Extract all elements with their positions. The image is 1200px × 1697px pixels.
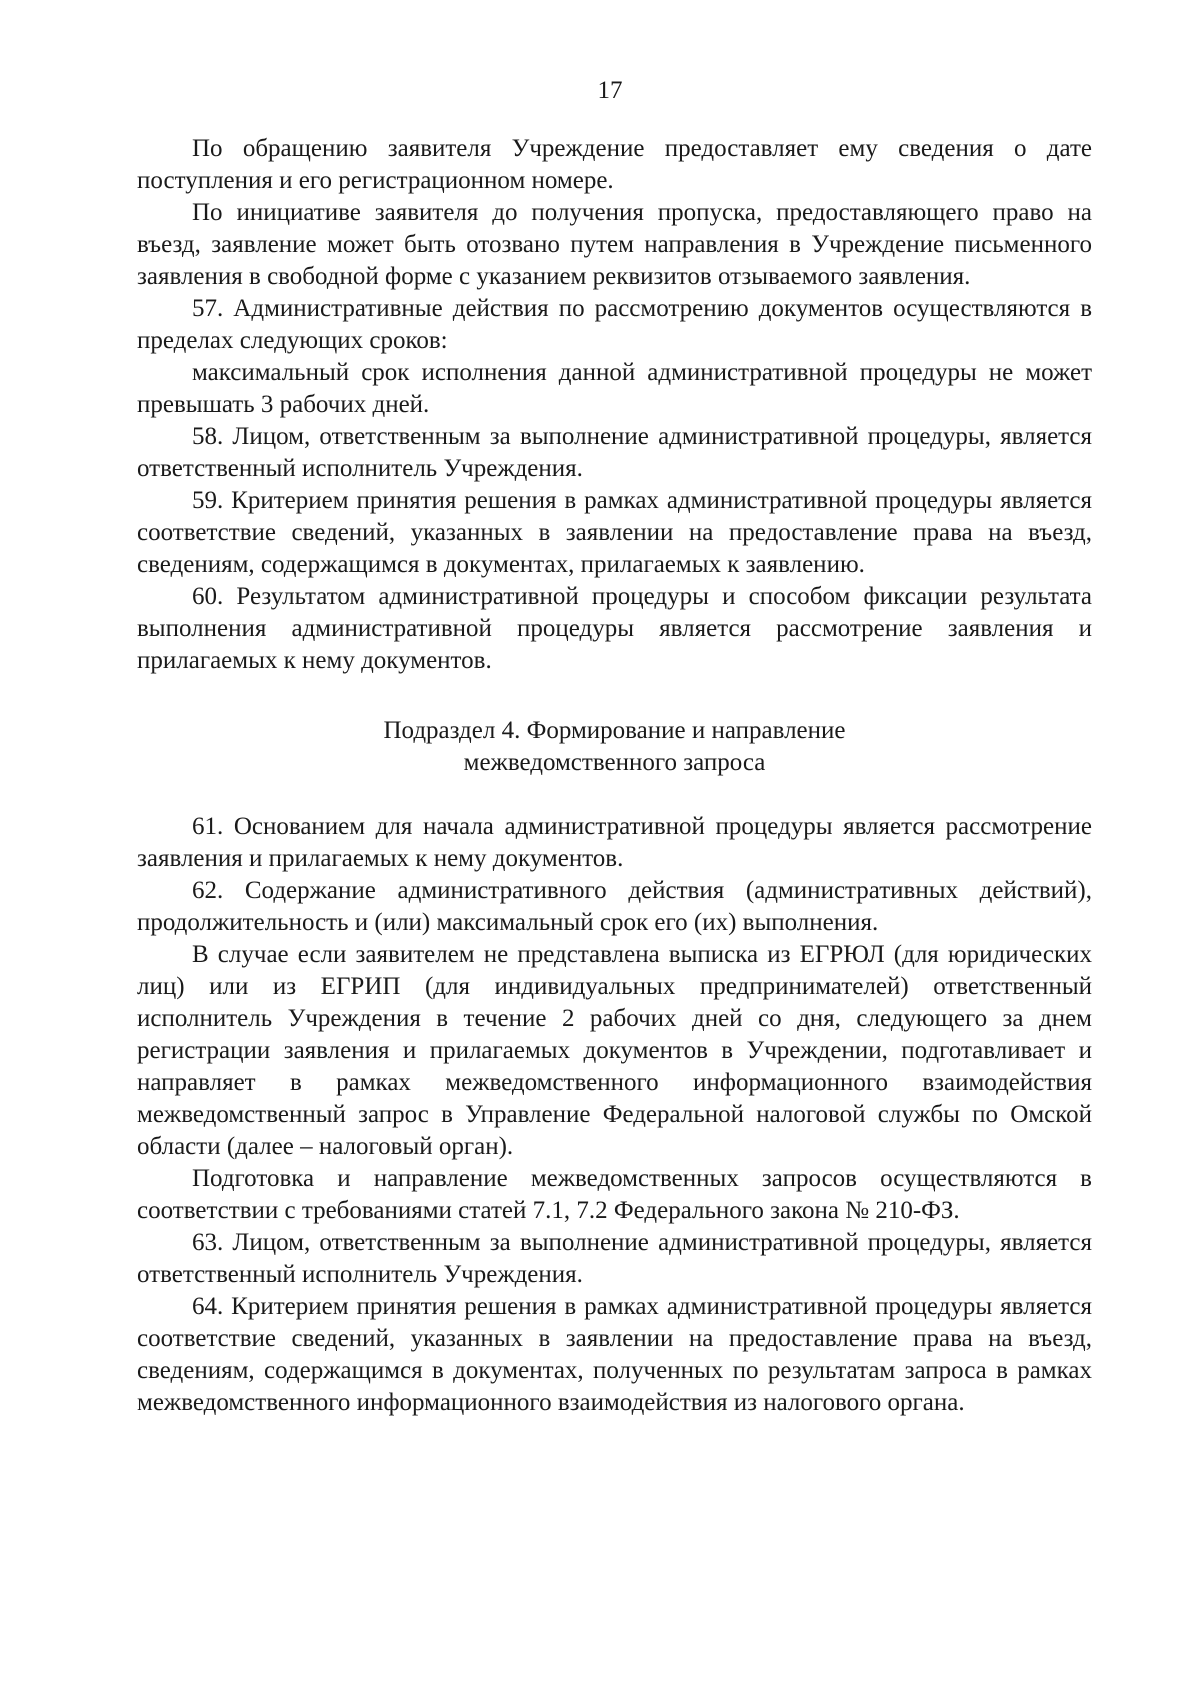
paragraph-63: 63. Лицом, ответственным за выполнение административной процедуры, является ответственный исполнитель Учреждения. [137, 1229, 1092, 1288]
document-body [137, 133, 1092, 1419]
paragraph-request-info: По обращению заявителя Учреждение предоставляет ему сведения о дате поступления и его регистрационном номере. [137, 135, 1092, 194]
subsection-heading-line2: межведомственного запроса [463, 749, 766, 776]
paragraph-61: 61. Основанием для начала административной процедуры является рассмотрение заявления и прилагаемых к нему документов. [137, 813, 1092, 872]
paragraph-57: 57. Административные действия по рассмотрению документов осуществляются в пределах следующих сроков: [137, 295, 1092, 354]
subsection-heading [137, 715, 1092, 779]
paragraph-210-fz: Подготовка и направление межведомственных запросов осуществляются в соответствии с требованиями статей 7.1, 7.2 Федерального закона № 210-ФЗ. [137, 1165, 1092, 1224]
paragraph-58: 58. Лицом, ответственным за выполнение административной процедуры, является ответственный исполнитель Учреждения. [137, 423, 1092, 482]
paragraph-62: 62. Содержание административного действия (административных действий), продолжительность и (или) максимальный срок его (их) выполнения. [137, 877, 1092, 936]
paragraph-egrul-request: В случае если заявителем не представлена выписка из ЕГРЮЛ (для юридических лиц) или из ЕГРИП (для индивидуальных предпринимателей) ответственный исполнитель Учреждения в течение 2 рабочих дней со дня, следующего за днем регистрации заявления и прилагаемых документов в Учреждении, подготавливает и направляет в рамках межведомственного информационного взаимодействия межведомственный запрос в Управление Федеральной налоговой службы по Омской области (далее – налоговый орган). [137, 941, 1092, 1160]
page-number: 17 [597, 77, 623, 104]
paragraph-60: 60. Результатом административной процедуры и способом фиксации результата выполнения административной процедуры является рассмотрение заявления и прилагаемых к нему документов. [137, 583, 1092, 674]
paragraph-64: 64. Критерием принятия решения в рамках административной процедуры является соответствие сведений, указанных в заявлении на предоставление права на въезд, сведениям, содержащимся в документах, полученных по результатам запроса в рамках межведомственного информационного взаимодействия из налогового органа. [137, 1293, 1092, 1416]
paragraph-max-term: максимальный срок исполнения данной административной процедуры не может превышать 3 рабочих дней. [137, 359, 1092, 418]
paragraph-withdrawal: По инициативе заявителя до получения пропуска, предоставляющего право на въезд, заявление может быть отозвано путем направления в Учреждение письменного заявления в свободной форме с указанием реквизитов отзываемого заявления. [137, 199, 1092, 290]
subsection-heading-line1: Подраздел 4. Формирование и направление [383, 717, 846, 744]
paragraph-59: 59. Критерием принятия решения в рамках административной процедуры является соответствие сведений, указанных в заявлении на предоставление права на въезд, сведениям, содержащимся в документах, прилагаемых к заявлению. [137, 487, 1092, 578]
